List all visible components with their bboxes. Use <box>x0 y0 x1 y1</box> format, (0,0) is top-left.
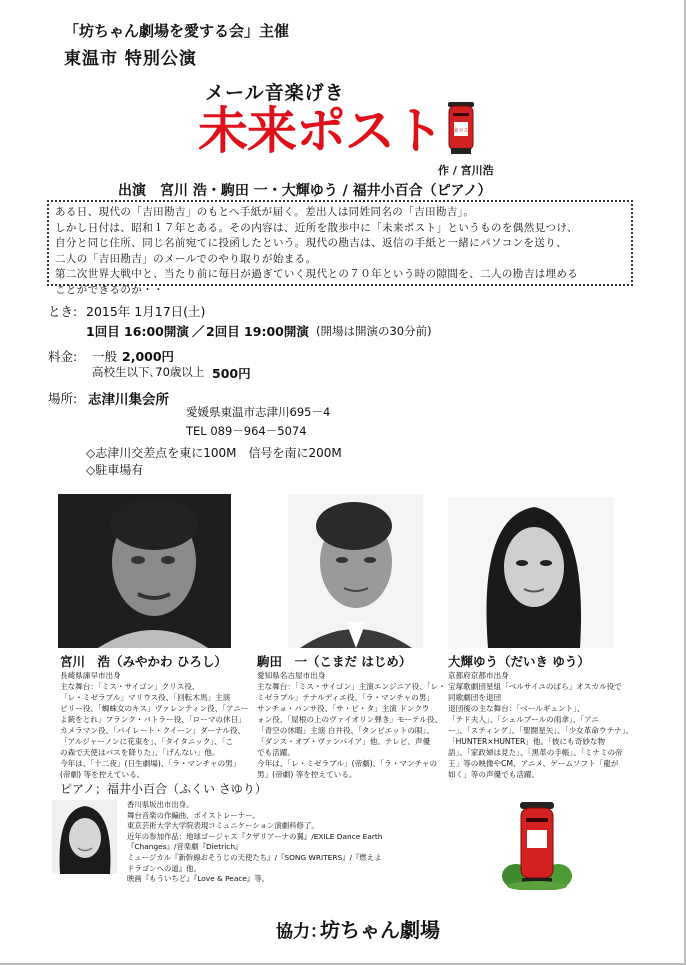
performer-photo-daiki <box>448 497 614 648</box>
general-fee-label: 一般 <box>92 349 118 364</box>
bio-line: 舞台音楽の作編曲、ボイストレーナー。 <box>127 810 260 820</box>
bio-line: 「レ・ミゼラブル」マリウス役、「回転木馬」主演 <box>60 693 231 702</box>
bio-line: 近年の参加作品：地球ゴージャス『クザリアーナの翼』/EXILE Dance Earth <box>127 831 383 841</box>
bio-line: 主な舞台：「ミス・サイゴン」クリス役、 <box>60 682 200 691</box>
bio-line: 宝塚歌劇団星組「ベルサイユのばら」オスカル役で <box>448 682 622 691</box>
bio-line: ビリー役、「蜘蛛女のキス」ヴァレンティン役、「アニー <box>60 704 249 713</box>
performer-bio <box>257 670 446 780</box>
synopsis-line: ことができるのか・・ <box>55 283 164 296</box>
bio-line: でも活躍。 <box>257 748 295 757</box>
pianist-name: ピアノ；福井小百合（ふくい さゆり） <box>60 782 267 796</box>
schedule-label: とき: <box>48 304 78 319</box>
bio-line: 京都府京都市出身 <box>448 671 509 680</box>
synopsis-box <box>47 200 633 296</box>
performer-name: 大輝ゆう（だいき ゆう） <box>448 654 590 669</box>
portrait-icon <box>58 494 231 648</box>
bio-line: ー」、「スティング」、「聖闘星矢」、「少女革命ウテナ」、 <box>448 726 634 735</box>
fees-label: 料金: <box>48 349 78 364</box>
bio-line: (帝劇) 等を控えている。 <box>60 770 145 779</box>
discount-fee-price: 500円 <box>212 366 251 381</box>
schedule-date: 2015年 1月17日(土) <box>86 304 206 319</box>
mailbox-icon-label: 未来ポスト <box>448 128 474 134</box>
venue-directions: ◇志津川交差点を東に100M 信号を南に200M <box>86 446 342 460</box>
pianist-photo <box>52 800 117 874</box>
play-title: 未来ポスト <box>198 102 443 160</box>
play-subtitle: メール音楽げき <box>205 82 345 104</box>
bio-line: よ銃をとれ」フランク・バトラー役、「ローマの休日」 <box>60 715 246 724</box>
bio-line: 「アルジャーノンに花束を」、「タイタニック」、「こ <box>60 737 234 746</box>
performer-photo-komada <box>288 494 423 648</box>
performer-name: 宮川 浩（みやかわ ひろし） <box>60 654 227 669</box>
show1-time: 1回目 16:00開演 <box>86 324 189 339</box>
cooperation-name: 坊ちゃん劇場 <box>320 918 440 942</box>
bio-line: 今年は、「十二夜」(日生劇場)、「ラ・マンチャの男」 <box>60 759 241 768</box>
bio-line: ドラゴンへの道』他。 <box>127 863 201 873</box>
bio-line: 『Changes』/音楽劇『Dietrich』 <box>127 842 243 852</box>
bio-line: 長崎県諫早市出身 <box>60 671 121 680</box>
bio-line: ミゼラブル」テナルディエ役、「ラ・マンチャの男」 <box>257 693 434 702</box>
show2-time: 2回目 19:00開演 <box>206 324 309 339</box>
portrait-icon <box>448 497 614 648</box>
bio-line: 「青空の休暇」主演 白井役、「タンビエットの唄」、 <box>257 726 434 735</box>
bio-line: 主な舞台：「ミス・サイゴン」主演エンジニア役、「レ・ <box>257 682 446 691</box>
author-credit: 作 / 宮川浩 <box>438 164 494 177</box>
organizer-text: 「坊ちゃん劇場を愛する会」主催 <box>64 22 290 40</box>
bio-line: ォン役、「屋根の上のヴァイオリン弾き」モーテル役、 <box>257 715 443 724</box>
bio-line: 今年は、「レ・ミゼラブル」(帝劇)、「ラ・マンチャの <box>257 759 438 768</box>
venue-address: 愛媛県東温市志津川695－4 <box>186 405 331 419</box>
venue-phone: TEL 089－964－5074 <box>186 424 307 438</box>
synopsis-line: しかし日付は、昭和１７年とある。その内容は、近所を散歩中に「未来ポスト」というものを偶然見つけ、 <box>55 221 578 234</box>
bio-line: 「ダンス・オブ・ヴァンパイア」他。テレビ、声優 <box>257 737 431 746</box>
special-performance-heading: 東温市 特別公演 <box>64 49 197 69</box>
doors-open-note: (開場は開演の30分前) <box>316 324 432 338</box>
portrait-icon <box>288 494 423 648</box>
pianist-bio <box>127 800 382 885</box>
portrait-icon <box>52 800 117 874</box>
bio-line: 「テド夫人」、「シェルブールの雨傘」、「アニ <box>448 715 599 724</box>
mailbox-illustration <box>502 798 572 890</box>
mailbox-icon <box>446 100 476 156</box>
bio-line: ミュージカル『新幹線おそうじの天使たち』/『SONG WRITERS』/『燃えよ <box>127 852 382 862</box>
bio-line: 「HUNTER×HUNTER」他。「彼にも奇妙な物 <box>448 737 606 746</box>
bio-line: 東京芸術大学大学院表現コミュニケーション演劇科修了。 <box>127 821 319 831</box>
bio-line: 退団後の主な舞台：「ベールギュント」、 <box>448 704 585 713</box>
performer-name: 駒田 一（こまだ はじめ） <box>257 654 412 669</box>
venue-name: 志津川集会所 <box>88 392 169 408</box>
cooperation-label: 協力： <box>276 922 327 942</box>
performer-photo-miyakawa <box>58 494 231 648</box>
bio-line: 男」(帝劇) 等を控えている。 <box>257 770 357 779</box>
bio-line: サンチョ・パンサ役、「サ・ビ・タ」主演 ドンクウ <box>257 704 430 713</box>
discount-fee-label: 高校生以下､70歳以上 <box>92 365 205 379</box>
show-separator: ／ <box>192 324 205 339</box>
synopsis-line: 自分と同じ住所、同じ名前宛てに投函したという。現代の勘吉は、返信の手紙と一緒にパソコンを送り、 <box>55 237 568 249</box>
bio-line: 王」等の映像やCM、アニメ、ゲームソフト「龍が <box>448 759 619 768</box>
bio-line: 愛知県名古屋市出身 <box>257 671 326 680</box>
synopsis-line: ある日、現代の「吉田勘吉」のもとへ手紙が届く。差出人は同姓同名の「吉田勘吉」。 <box>55 206 475 218</box>
bio-line: 同歌劇団を退団 <box>448 693 502 702</box>
bio-line: カメラマン役、「パイレート・クイーン」ダーナル役、 <box>60 726 246 735</box>
bio-line: 如く」等の声優でも活躍。 <box>448 770 540 779</box>
bio-line: 映画『もういちど』『Love & Peace』等。 <box>127 874 270 884</box>
venue-parking: ◇駐車場有 <box>86 463 144 477</box>
bio-line: の森で天使はバスを降りた」、「げんない」他。 <box>60 748 220 757</box>
venue-label: 場所: <box>48 391 78 406</box>
bio-line: 語」、「家政婦は見た」、「黒革の手帳」、「ミナミの帝 <box>448 748 623 757</box>
synopsis-line: 二人の「吉田勘吉」のメールでのやり取りが始まる。 <box>55 252 317 265</box>
performer-bio <box>448 670 633 780</box>
bio-line: 香川県坂出市出身。 <box>127 800 194 809</box>
cast-line: 出演 宮川 浩・駒田 一・大輝ゆう / 福井小百合（ピアノ） <box>118 183 492 199</box>
synopsis-line: 第二次世界大戦中と、当たり前に毎日が過ぎていく現代との７０年という時の隙間を、二人の勘吉は埋める <box>55 268 579 280</box>
performer-bio <box>60 670 248 780</box>
general-fee-price: 2,000円 <box>122 349 175 364</box>
